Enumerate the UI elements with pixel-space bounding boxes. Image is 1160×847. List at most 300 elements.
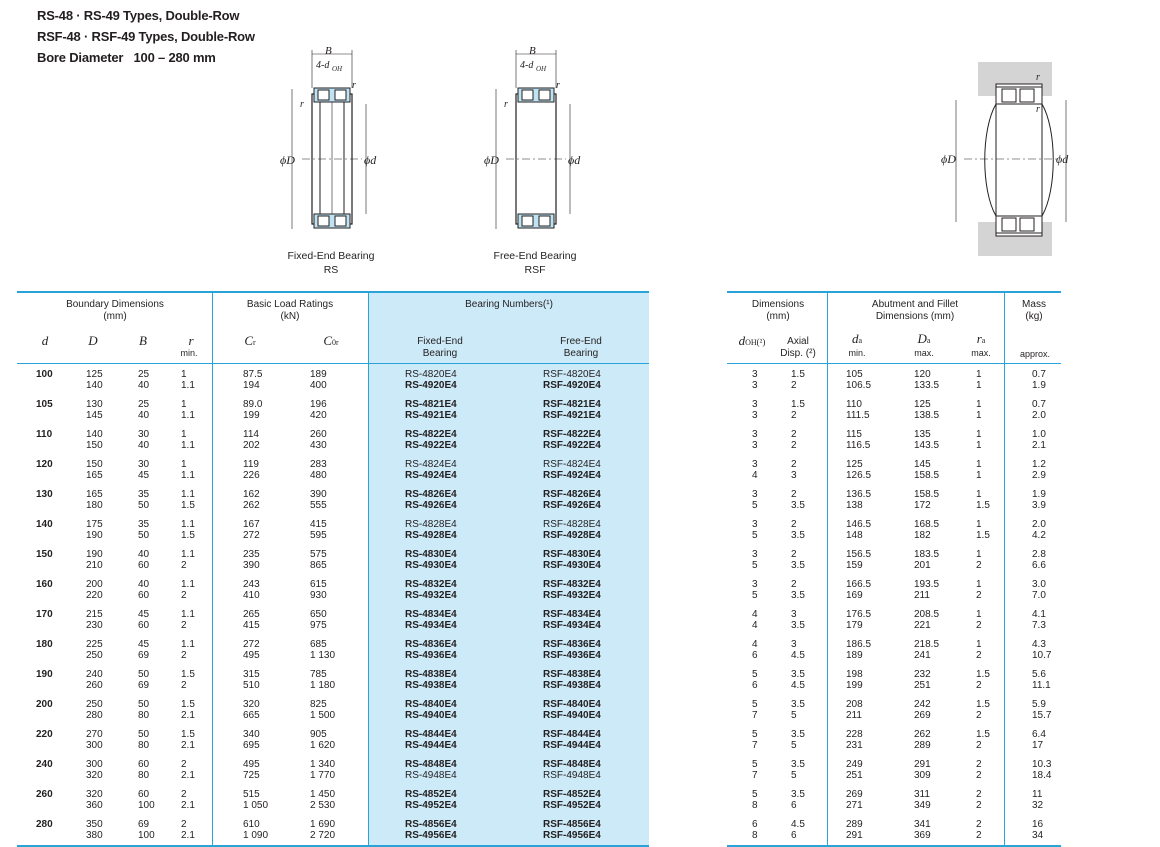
cell-Da-value: 221 — [914, 620, 931, 631]
cell-C0r-value: 2 720 — [310, 830, 336, 841]
cell-ra-value: 1.5 — [976, 530, 990, 541]
cell-dOH-value: 5 — [752, 669, 758, 680]
cell-mass-value: 1.0 — [1032, 429, 1046, 440]
header-load-label: Basic Load Ratings — [246, 299, 334, 310]
cell-B-value: 35 — [138, 489, 150, 500]
svg-text:4-d: 4-d — [520, 60, 534, 71]
cell-Cr — [243, 549, 260, 571]
cell-axial-value: 2 — [791, 380, 797, 391]
cell-mass — [1032, 669, 1051, 691]
cell-da-value: 111.5 — [846, 410, 870, 421]
cell-free-end-value: RSF-4926E4 — [543, 500, 601, 511]
cell-Cr-value: 272 — [243, 639, 260, 650]
cell-axial-value: 4.5 — [791, 650, 805, 661]
cell-D-value: 360 — [86, 800, 103, 811]
cell-dOH — [752, 399, 758, 421]
cell-free-end — [543, 429, 601, 451]
cell-D — [86, 459, 103, 481]
cell-axial-value: 3 — [791, 609, 797, 620]
cell-B — [138, 369, 149, 391]
cell-axial-value: 3.5 — [791, 729, 805, 740]
cell-dOH-value: 5 — [752, 759, 758, 770]
cell-Da-value: 143.5 — [914, 440, 940, 451]
cell-free-end-value: RSF-4848E4 — [543, 759, 601, 770]
table-row — [0, 729, 1160, 754]
cell-Cr-value: 515 — [243, 789, 260, 800]
cell-fixed-end-value: RS-4936E4 — [405, 650, 457, 661]
cell-axial-value: 6 — [791, 830, 797, 841]
cell-D-value: 250 — [86, 699, 103, 710]
cell-Cr-value: 510 — [243, 680, 260, 691]
header-boundary — [30, 299, 200, 323]
cell-D-value: 150 — [86, 440, 103, 451]
cell-Cr-value: 340 — [243, 729, 260, 740]
cell-r-value: 2.1 — [181, 710, 195, 721]
cell-dOH — [752, 639, 758, 661]
cell-fixed-end-value: RS-4956E4 — [405, 830, 457, 841]
title-line-2: RSF-48 · RSF-49 Types, Double-Row — [37, 29, 255, 44]
cell-Cr — [243, 399, 262, 421]
cell-axial-value: 3.5 — [791, 620, 805, 631]
cell-ra-value: 1.5 — [976, 729, 990, 740]
cell-ra-value: 1 — [976, 519, 982, 530]
cell-free-end-value: RSF-4930E4 — [543, 560, 601, 571]
cell-mass — [1032, 789, 1043, 811]
cell-mass-value: 1.9 — [1032, 380, 1046, 391]
cell-Da — [914, 459, 939, 481]
cell-ra — [976, 399, 982, 421]
cell-ra — [976, 459, 982, 481]
header-numbers-label: Bearing Numbers(¹) — [465, 299, 553, 310]
cell-B — [138, 459, 149, 481]
cell-ra-value: 1 — [976, 429, 982, 440]
cell-d: 190 — [36, 669, 53, 680]
cell-r-value: 1.5 — [181, 669, 195, 680]
cell-fixed-end — [405, 609, 457, 631]
header-dims — [730, 299, 826, 323]
cell-C0r-value: 2 530 — [310, 800, 336, 811]
cell-d: 280 — [36, 819, 53, 830]
cell-mass-value: 2.1 — [1032, 440, 1046, 451]
cell-axial-value: 5 — [791, 770, 797, 781]
cell-Da-value: 251 — [914, 680, 931, 691]
cell-da — [846, 729, 863, 751]
cell-free-end-value: RSF-4826E4 — [543, 489, 601, 500]
cell-mass-value: 10.3 — [1032, 759, 1052, 770]
title-line-3: Bore Diameter 100 – 280 mm — [37, 50, 216, 65]
col-ra-max: max. — [971, 348, 991, 358]
cell-d: 180 — [36, 639, 53, 650]
cell-axial-value: 5 — [791, 710, 797, 721]
cell-B-value: 80 — [138, 740, 150, 751]
cell-d: 105 — [36, 399, 53, 410]
cell-Cr-value: 725 — [243, 770, 260, 781]
cell-fixed-end-value: RS-4930E4 — [405, 560, 457, 571]
cell-r — [181, 789, 195, 811]
cell-D-value: 220 — [86, 590, 103, 601]
cell-C0r-value: 420 — [310, 410, 327, 421]
cell-axial-value: 4.5 — [791, 819, 805, 830]
cell-fixed-end — [405, 579, 457, 601]
cell-axial — [791, 549, 805, 571]
cell-ra — [976, 759, 982, 781]
cell-dOH-value: 3 — [752, 410, 758, 421]
table-row — [0, 579, 1160, 604]
cell-Da — [914, 399, 939, 421]
cell-Da — [914, 429, 939, 451]
cell-B — [138, 519, 149, 541]
cell-Da-value: 242 — [914, 699, 931, 710]
cell-dOH-value: 3 — [752, 369, 758, 380]
cell-Da-value: 309 — [914, 770, 931, 781]
cell-C0r — [310, 459, 327, 481]
cell-axial — [791, 489, 805, 511]
cell-D-value: 200 — [86, 579, 103, 590]
cell-mass-value: 5.9 — [1032, 699, 1046, 710]
cell-fixed-end-value: RS-4938E4 — [405, 680, 457, 691]
cell-fixed-end-value: RS-4840E4 — [405, 699, 457, 710]
cell-ra-value: 1 — [976, 459, 982, 470]
cell-Da-value: 193.5 — [914, 579, 940, 590]
cell-B — [138, 729, 149, 751]
cell-Cr — [243, 789, 268, 811]
col-fixed-end-label: Fixed-End — [417, 336, 463, 347]
cell-D-value: 380 — [86, 830, 103, 841]
table-row — [0, 819, 1160, 844]
svg-text:r: r — [556, 80, 560, 91]
cell-r-value: 1.1 — [181, 410, 195, 421]
cell-mass-value: 3.9 — [1032, 500, 1046, 511]
cell-d: 220 — [36, 729, 53, 740]
cell-Da-value: 158.5 — [914, 470, 940, 481]
cell-D — [86, 549, 103, 571]
cell-axial-value: 6 — [791, 800, 797, 811]
cell-fixed-end-value: RS-4934E4 — [405, 620, 457, 631]
cell-Cr — [243, 819, 268, 841]
cell-ra-value: 1 — [976, 369, 982, 380]
cell-dOH-value: 3 — [752, 579, 758, 590]
cell-dOH-value: 3 — [752, 399, 758, 410]
cell-axial — [791, 519, 805, 541]
cell-r — [181, 429, 195, 451]
cell-mass — [1032, 759, 1051, 781]
cell-da — [846, 819, 863, 841]
cell-D-value: 215 — [86, 609, 103, 620]
cell-axial-value: 1.5 — [791, 399, 805, 410]
cell-B-value: 45 — [138, 639, 150, 650]
col-Da-max: max. — [914, 348, 934, 358]
cell-da-value: 208 — [846, 699, 863, 710]
cell-free-end-value: RSF-4936E4 — [543, 650, 601, 661]
cell-B-value: 69 — [138, 650, 150, 661]
cell-da-value: 198 — [846, 669, 863, 680]
cell-C0r — [310, 729, 335, 751]
cell-D-value: 320 — [86, 789, 103, 800]
cell-B-value: 60 — [138, 759, 150, 770]
cell-axial — [791, 699, 805, 721]
table-row — [0, 519, 1160, 544]
cell-Cr — [243, 489, 260, 511]
cell-da — [846, 759, 863, 781]
table-header-rule-right — [727, 363, 1061, 364]
cell-r-value: 2 — [181, 560, 187, 571]
cell-d: 110 — [36, 429, 53, 440]
cell-mass-value: 34 — [1032, 830, 1044, 841]
cell-dOH-value: 3 — [752, 459, 758, 470]
cell-ra-value: 1 — [976, 440, 982, 451]
cell-D — [86, 759, 103, 781]
cell-mass — [1032, 579, 1046, 601]
cell-C0r-value: 430 — [310, 440, 327, 451]
cell-free-end — [543, 489, 601, 511]
cell-D — [86, 429, 103, 451]
cell-da — [846, 579, 871, 601]
cell-fixed-end-value: RS-4822E4 — [405, 429, 457, 440]
table-row — [0, 669, 1160, 694]
cell-da-value: 231 — [846, 740, 863, 751]
cell-C0r — [310, 489, 327, 511]
cell-r-value: 2.1 — [181, 800, 195, 811]
cell-r-value: 2 — [181, 650, 187, 661]
cell-B — [138, 789, 155, 811]
cell-r — [181, 669, 195, 691]
cell-ra-value: 1 — [976, 609, 982, 620]
cell-dOH-value: 6 — [752, 650, 758, 661]
cell-Da-value: 349 — [914, 800, 931, 811]
col-Da: Da — [917, 331, 931, 346]
cell-axial — [791, 459, 797, 481]
cell-C0r-value: 1 620 — [310, 740, 336, 751]
table-row — [0, 399, 1160, 424]
cell-free-end-value: RSF-4836E4 — [543, 639, 601, 650]
cell-Cr-value: 119 — [243, 459, 259, 470]
cell-fixed-end-value: RS-4924E4 — [405, 470, 457, 481]
cell-r-value: 2.1 — [181, 830, 195, 841]
svg-text:OH: OH — [332, 65, 343, 73]
cell-ra-value: 1 — [976, 549, 982, 560]
abutment-figure — [936, 60, 1076, 260]
header-mass-unit: (kg) — [1025, 311, 1043, 322]
cell-D-value: 300 — [86, 740, 103, 751]
cell-d: 170 — [36, 609, 53, 620]
cell-fixed-end-value: RS-4920E4 — [405, 380, 457, 391]
cell-r-value: 2 — [181, 759, 187, 770]
cell-mass — [1032, 609, 1046, 631]
cell-ra-value: 2 — [976, 759, 982, 770]
cell-free-end-value: RSF-4834E4 — [543, 609, 601, 620]
cell-Cr — [243, 369, 262, 391]
cell-Da — [914, 819, 931, 841]
cell-mass-value: 1.9 — [1032, 489, 1046, 500]
cell-free-end — [543, 729, 601, 751]
cell-ra — [976, 429, 982, 451]
cell-C0r — [310, 369, 327, 391]
cell-Da-value: 311 — [914, 789, 930, 800]
col-da-min: min. — [848, 348, 866, 358]
cell-dOH-value: 3 — [752, 489, 758, 500]
cell-C0r-value: 480 — [310, 470, 327, 481]
cell-Da-value: 269 — [914, 710, 931, 721]
cell-r — [181, 729, 195, 751]
cell-da-value: 291 — [846, 830, 863, 841]
cell-B — [138, 609, 149, 631]
cell-B-value: 25 — [138, 399, 150, 410]
cell-d: 260 — [36, 789, 53, 800]
cell-Da-value: 211 — [914, 590, 930, 601]
cell-free-end-value: RSF-4956E4 — [543, 830, 601, 841]
cell-fixed-end — [405, 369, 457, 391]
cell-r-value: 2 — [181, 680, 187, 691]
cell-Da-value: 133.5 — [914, 380, 940, 391]
cell-axial-value: 3 — [791, 639, 797, 650]
cell-C0r-value: 283 — [310, 459, 327, 470]
cell-Cr-value: 1 090 — [243, 830, 269, 841]
cell-Cr-value: 167 — [243, 519, 260, 530]
cell-dOH-value: 4 — [752, 620, 758, 631]
cell-ra-value: 1 — [976, 399, 982, 410]
cell-mass-value: 6.6 — [1032, 560, 1046, 571]
cell-da-value: 125 — [846, 459, 863, 470]
cell-C0r-value: 575 — [310, 549, 327, 560]
svg-text:ϕD: ϕD — [484, 153, 499, 167]
cell-dOH-value: 8 — [752, 800, 758, 811]
cell-ra-value: 2 — [976, 650, 982, 661]
cell-B — [138, 549, 149, 571]
cell-Cr-value: 390 — [243, 560, 260, 571]
table-row — [0, 489, 1160, 514]
cell-Da-value: 201 — [914, 560, 931, 571]
cell-B-value: 40 — [138, 440, 150, 451]
cell-axial-value: 5 — [791, 740, 797, 751]
cell-da-value: 138 — [846, 500, 863, 511]
cell-da-value: 189 — [846, 650, 863, 661]
cell-axial-value: 2 — [791, 549, 797, 560]
cell-r-value: 1.1 — [181, 489, 195, 500]
cell-da-value: 211 — [846, 710, 862, 721]
cell-free-end-value: RSF-4840E4 — [543, 699, 601, 710]
cell-fixed-end — [405, 639, 457, 661]
table-row — [0, 789, 1160, 814]
cell-dOH — [752, 579, 758, 601]
cell-C0r-value: 785 — [310, 669, 327, 680]
cell-r — [181, 579, 195, 601]
title-line-1: RS-48 · RS-49 Types, Double-Row — [37, 8, 240, 23]
cell-Cr-value: 235 — [243, 549, 260, 560]
cell-da — [846, 459, 871, 481]
cell-Da-value: 341 — [914, 819, 931, 830]
cell-dOH-value: 5 — [752, 560, 758, 571]
cell-da-value: 179 — [846, 620, 863, 631]
cell-Da-value: 369 — [914, 830, 931, 841]
cell-C0r — [310, 819, 335, 841]
cell-C0r-value: 400 — [310, 380, 327, 391]
table-row — [0, 609, 1160, 634]
cell-r-value: 1.5 — [181, 699, 195, 710]
cell-da — [846, 549, 871, 571]
cell-free-end — [543, 369, 601, 391]
cell-r-value: 1.5 — [181, 500, 195, 511]
cell-D-value: 140 — [86, 429, 103, 440]
svg-text:r: r — [300, 99, 304, 110]
cell-ra-value: 2 — [976, 680, 982, 691]
cell-B-value: 80 — [138, 710, 150, 721]
cell-Da-value: 182 — [914, 530, 931, 541]
cell-axial — [791, 729, 805, 751]
cell-C0r-value: 865 — [310, 560, 327, 571]
header-abut — [830, 299, 1000, 323]
cell-da-value: 186.5 — [846, 639, 872, 650]
cell-r-value: 1 — [181, 369, 187, 380]
cell-Cr-value: 695 — [243, 740, 260, 751]
cell-Cr-value: 114 — [243, 429, 259, 440]
cell-D-value: 190 — [86, 549, 103, 560]
cell-ra — [976, 819, 982, 841]
cell-Da — [914, 669, 931, 691]
cell-r-value: 1.1 — [181, 579, 195, 590]
cell-da-value: 146.5 — [846, 519, 872, 530]
cell-C0r — [310, 519, 327, 541]
cell-D-value: 320 — [86, 770, 103, 781]
cell-dOH-value: 8 — [752, 830, 758, 841]
cell-ra-value: 2 — [976, 789, 982, 800]
cell-B-value: 60 — [138, 789, 150, 800]
header-numbers — [370, 299, 648, 311]
cell-C0r-value: 390 — [310, 489, 327, 500]
cell-Da-value: 232 — [914, 669, 931, 680]
cell-fixed-end-value: RS-4940E4 — [405, 710, 457, 721]
cell-D-value: 225 — [86, 639, 103, 650]
svg-text:r: r — [352, 80, 356, 91]
header-mass-label: Mass — [1022, 299, 1046, 310]
cell-fixed-end — [405, 789, 457, 811]
cell-free-end-value: RSF-4920E4 — [543, 380, 601, 391]
cell-free-end-value: RSF-4844E4 — [543, 729, 601, 740]
cell-ra — [976, 489, 990, 511]
cell-fixed-end-value: RS-4832E4 — [405, 579, 457, 590]
cell-D-value: 180 — [86, 500, 103, 511]
cell-D-value: 165 — [86, 489, 103, 500]
cell-da — [846, 609, 871, 631]
col-C0r: C0r — [323, 333, 339, 348]
cell-B — [138, 669, 149, 691]
cell-fixed-end-value: RS-4928E4 — [405, 530, 457, 541]
cell-da-value: 156.5 — [846, 549, 872, 560]
cell-C0r-value: 196 — [310, 399, 327, 410]
cell-Cr — [243, 669, 260, 691]
cell-dOH — [752, 759, 758, 781]
cell-r — [181, 399, 195, 421]
header-abut-label: Abutment and Fillet — [871, 299, 959, 310]
cell-axial-value: 1.5 — [791, 369, 805, 380]
svg-text:B: B — [529, 45, 536, 57]
cell-Cr — [243, 729, 260, 751]
col-Cr: Cr — [244, 333, 256, 348]
table-top-rule-left — [17, 291, 649, 293]
cell-axial-value: 2 — [791, 579, 797, 590]
cell-fixed-end-value: RS-4838E4 — [405, 669, 457, 680]
cell-Da — [914, 609, 939, 631]
cell-r-value: 1 — [181, 459, 187, 470]
cell-fixed-end-value: RS-4826E4 — [405, 489, 457, 500]
cell-ra — [976, 549, 982, 571]
cell-da-value: 169 — [846, 590, 863, 601]
cell-da-value: 148 — [846, 530, 863, 541]
cell-B — [138, 489, 149, 511]
cell-fixed-end-value: RS-4844E4 — [405, 729, 457, 740]
cell-dOH — [752, 429, 758, 451]
cell-free-end-value: RSF-4924E4 — [543, 470, 601, 481]
cell-mass-value: 3.0 — [1032, 579, 1046, 590]
